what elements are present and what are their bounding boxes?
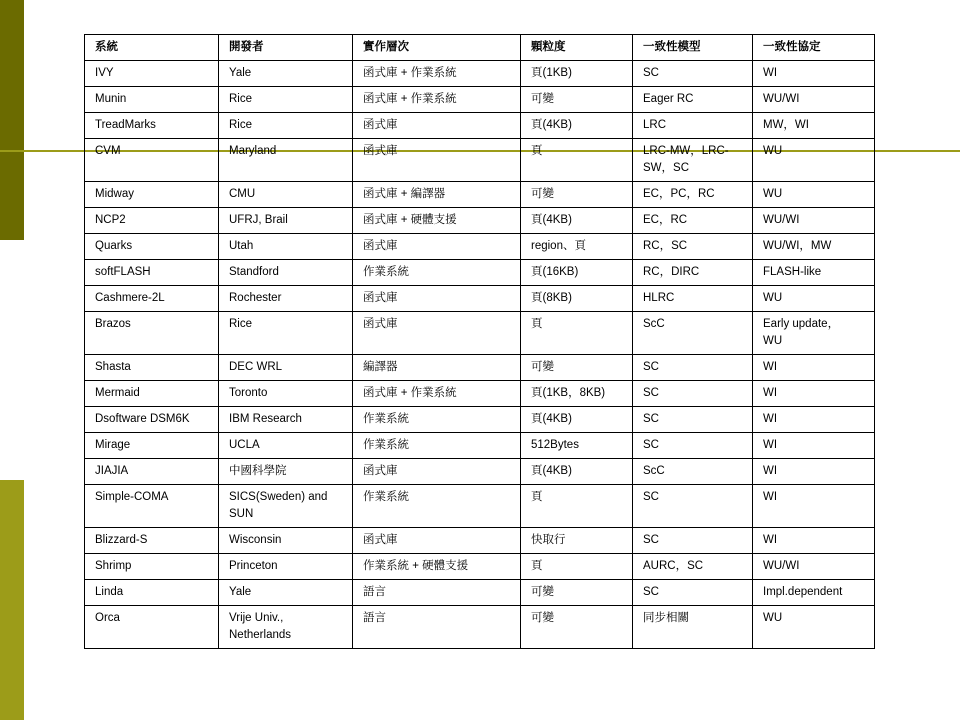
table-cell: LRC bbox=[633, 113, 753, 139]
table-cell: 可變 bbox=[521, 580, 633, 606]
table-cell: WU bbox=[753, 139, 875, 182]
table-cell: WU/WI bbox=[753, 554, 875, 580]
table-cell: Toronto bbox=[219, 381, 353, 407]
table-cell: DEC WRL bbox=[219, 355, 353, 381]
table-cell: Yale bbox=[219, 61, 353, 87]
table-cell: Early update， WU bbox=[753, 312, 875, 355]
table-cell: Shrimp bbox=[85, 554, 219, 580]
table-cell: Blizzard-S bbox=[85, 528, 219, 554]
table-cell: Simple-COMA bbox=[85, 485, 219, 528]
table-cell: 語言 bbox=[353, 606, 521, 649]
table-row bbox=[85, 234, 875, 260]
table-cell: Rice bbox=[219, 113, 353, 139]
table-row bbox=[85, 381, 875, 407]
table-cell: WU bbox=[753, 182, 875, 208]
table-cell: EC，PC，RC bbox=[633, 182, 753, 208]
table-cell: Standford bbox=[219, 260, 353, 286]
table-cell: WU bbox=[753, 286, 875, 312]
table-row bbox=[85, 312, 875, 355]
table-cell: SC bbox=[633, 433, 753, 459]
table-cell: SC bbox=[633, 485, 753, 528]
table-cell: 頁 bbox=[521, 312, 633, 355]
table-cell: Maryland bbox=[219, 139, 353, 182]
table-row bbox=[85, 407, 875, 433]
table-cell: 頁(4KB) bbox=[521, 459, 633, 485]
table-cell: WI bbox=[753, 61, 875, 87]
table-cell: Rochester bbox=[219, 286, 353, 312]
table-cell: WU/WI bbox=[753, 87, 875, 113]
table-cell: Quarks bbox=[85, 234, 219, 260]
table-cell: 函式庫 + 編譯器 bbox=[353, 182, 521, 208]
table-cell: WI bbox=[753, 407, 875, 433]
table-cell: WI bbox=[753, 528, 875, 554]
table-cell: Utah bbox=[219, 234, 353, 260]
table-cell: WI bbox=[753, 355, 875, 381]
table-cell: EC，RC bbox=[633, 208, 753, 234]
table-cell: WU/WI bbox=[753, 208, 875, 234]
table-cell: 函式庫 bbox=[353, 113, 521, 139]
table-cell: AURC，SC bbox=[633, 554, 753, 580]
table-cell: 可變 bbox=[521, 355, 633, 381]
table-cell: 函式庫 + 硬體支援 bbox=[353, 208, 521, 234]
table-cell: 快取行 bbox=[521, 528, 633, 554]
table-cell: CVM bbox=[85, 139, 219, 182]
table-row bbox=[85, 208, 875, 234]
table-cell: LRC-MW，LRC- SW，SC bbox=[633, 139, 753, 182]
table-cell: 頁(16KB) bbox=[521, 260, 633, 286]
table-cell: 函式庫 bbox=[353, 459, 521, 485]
table-cell: 頁 bbox=[521, 485, 633, 528]
table-cell: 中國科學院 bbox=[219, 459, 353, 485]
table-cell: Orca bbox=[85, 606, 219, 649]
table-row bbox=[85, 286, 875, 312]
table-cell: SC bbox=[633, 580, 753, 606]
table-cell: Rice bbox=[219, 87, 353, 113]
table-cell: 頁(8KB) bbox=[521, 286, 633, 312]
table-cell: RC，DIRC bbox=[633, 260, 753, 286]
header-cell: 開發者 bbox=[219, 35, 353, 61]
header-cell: 系統 bbox=[85, 35, 219, 61]
table-cell: WI bbox=[753, 459, 875, 485]
sidebar-accent-dark bbox=[0, 0, 24, 240]
table-cell: Rice bbox=[219, 312, 353, 355]
table-cell: 函式庫 + 作業系統 bbox=[353, 87, 521, 113]
table-row bbox=[85, 260, 875, 286]
table-row bbox=[85, 606, 875, 649]
table-cell: 頁(1KB，8KB) bbox=[521, 381, 633, 407]
table-cell: Impl.dependent bbox=[753, 580, 875, 606]
table-row bbox=[85, 433, 875, 459]
table-cell: Shasta bbox=[85, 355, 219, 381]
table-cell: TreadMarks bbox=[85, 113, 219, 139]
table-row bbox=[85, 355, 875, 381]
table-row bbox=[85, 87, 875, 113]
table-cell: 作業系統 bbox=[353, 260, 521, 286]
table-cell: 語言 bbox=[353, 580, 521, 606]
table-row bbox=[85, 459, 875, 485]
table-cell: 作業系統 bbox=[353, 407, 521, 433]
table-cell: 函式庫 bbox=[353, 286, 521, 312]
table-cell: 可變 bbox=[521, 182, 633, 208]
table-cell: SC bbox=[633, 528, 753, 554]
table-cell: FLASH-like bbox=[753, 260, 875, 286]
table-cell: Vrije Univ., Netherlands bbox=[219, 606, 353, 649]
table-cell: Mermaid bbox=[85, 381, 219, 407]
table-cell: 頁(4KB) bbox=[521, 113, 633, 139]
table-cell: Midway bbox=[85, 182, 219, 208]
table-row bbox=[85, 182, 875, 208]
table-row bbox=[85, 580, 875, 606]
table-cell: 同步相關 bbox=[633, 606, 753, 649]
table-row bbox=[85, 554, 875, 580]
table-cell: region、頁 bbox=[521, 234, 633, 260]
table-cell: 頁(4KB) bbox=[521, 407, 633, 433]
table-cell: 作業系統 + 硬體支援 bbox=[353, 554, 521, 580]
table-cell: 函式庫 + 作業系統 bbox=[353, 381, 521, 407]
table-cell: Princeton bbox=[219, 554, 353, 580]
table-cell: MW，WI bbox=[753, 113, 875, 139]
table-cell: ScC bbox=[633, 459, 753, 485]
table-row bbox=[85, 528, 875, 554]
header-cell: 一致性模型 bbox=[633, 35, 753, 61]
table-cell: Mirage bbox=[85, 433, 219, 459]
table-row bbox=[85, 485, 875, 528]
table-cell: 作業系統 bbox=[353, 433, 521, 459]
table-row bbox=[85, 113, 875, 139]
table-cell: SICS(Sweden) and SUN bbox=[219, 485, 353, 528]
table-cell: SC bbox=[633, 61, 753, 87]
table-cell: Wisconsin bbox=[219, 528, 353, 554]
table-cell: Linda bbox=[85, 580, 219, 606]
table-cell: 可變 bbox=[521, 606, 633, 649]
header-cell: 一致性協定 bbox=[753, 35, 875, 61]
table-cell: IVY bbox=[85, 61, 219, 87]
table-cell: 頁 bbox=[521, 554, 633, 580]
table-cell: UCLA bbox=[219, 433, 353, 459]
table-cell: Cashmere-2L bbox=[85, 286, 219, 312]
table-cell: Munin bbox=[85, 87, 219, 113]
table-cell: Dsoftware DSM6K bbox=[85, 407, 219, 433]
table-cell: 頁(4KB) bbox=[521, 208, 633, 234]
table-cell: 函式庫 + 作業系統 bbox=[353, 61, 521, 87]
table-cell: Eager RC bbox=[633, 87, 753, 113]
header-cell: 顆粒度 bbox=[521, 35, 633, 61]
table-cell: HLRC bbox=[633, 286, 753, 312]
table-row bbox=[85, 61, 875, 87]
table-cell: Brazos bbox=[85, 312, 219, 355]
table-cell: SC bbox=[633, 355, 753, 381]
table-cell: 頁(1KB) bbox=[521, 61, 633, 87]
table-cell: ScC bbox=[633, 312, 753, 355]
table-header-row bbox=[85, 35, 875, 61]
table-cell: WI bbox=[753, 381, 875, 407]
table-cell: 編譯器 bbox=[353, 355, 521, 381]
table-cell: 函式庫 bbox=[353, 234, 521, 260]
table-cell: WI bbox=[753, 485, 875, 528]
table-cell: RC，SC bbox=[633, 234, 753, 260]
table-cell: Yale bbox=[219, 580, 353, 606]
table-cell: 函式庫 bbox=[353, 312, 521, 355]
table-cell: WU/WI，MW bbox=[753, 234, 875, 260]
table-cell: WU bbox=[753, 606, 875, 649]
table-cell: 作業系統 bbox=[353, 485, 521, 528]
table-cell: 函式庫 bbox=[353, 528, 521, 554]
table-cell: softFLASH bbox=[85, 260, 219, 286]
table-cell: SC bbox=[633, 407, 753, 433]
table-cell: IBM Research bbox=[219, 407, 353, 433]
table-cell: NCP2 bbox=[85, 208, 219, 234]
table-cell: 512Bytes bbox=[521, 433, 633, 459]
table-row bbox=[85, 139, 875, 182]
table-cell: 頁 bbox=[521, 139, 633, 182]
dsm-systems-table bbox=[84, 34, 875, 649]
header-cell: 實作層次 bbox=[353, 35, 521, 61]
table-cell: 函式庫 bbox=[353, 139, 521, 182]
table-cell: 可變 bbox=[521, 87, 633, 113]
table-cell: JIAJIA bbox=[85, 459, 219, 485]
table-cell: UFRJ, Brail bbox=[219, 208, 353, 234]
sidebar-accent-gap bbox=[0, 240, 24, 480]
table-cell: CMU bbox=[219, 182, 353, 208]
table-cell: WI bbox=[753, 433, 875, 459]
table-cell: SC bbox=[633, 381, 753, 407]
